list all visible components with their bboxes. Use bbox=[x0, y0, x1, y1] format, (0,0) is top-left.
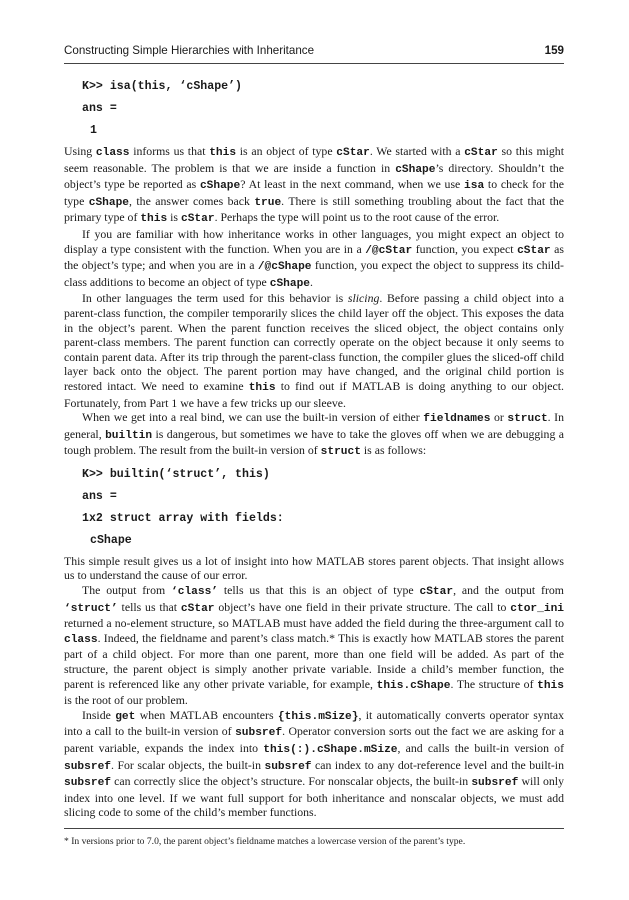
code-line: K>> builtin(‘struct’, this) bbox=[82, 467, 270, 481]
page-number: 159 bbox=[544, 44, 564, 57]
code-line: ans = bbox=[82, 102, 117, 115]
paragraph: This simple result gives us a lot of insight into how MATLAB stores parent objects. That insight allows us to understand the cause of our error. bbox=[64, 553, 564, 583]
paragraph: The output from ‘class’ tells us that this is an object of type cStar, and the output from ‘struct’ tells us that cStar object’s have one field in their private structure. The call to ctor_ini returned a no-element structure, so MATLAB must have added the field during the three-argument call to class. Indeed, the fieldname and parent’s class match.* This is exactly how MATLAB stores the parent part of a child object. For more than one parent, more than one field will be added. As part of the structure, the parent object is simply another private variable. Inside a child’s member function, the parent is referenced like any other private variable, for example, this.cShape. The structure of this is the root of our problem. bbox=[64, 583, 564, 708]
code-line: K>> isa(this, ‘cShape’) bbox=[82, 80, 243, 93]
paragraph: If you are familiar with how inheritance works in other languages, you might expect an object to display a type consistent with the function. When you are in a /@cStar function, you expect cStar as the object’s type; and when you are in a /@cShape function, you expect the object to suppress its child-class additions to become an object of type cShape. bbox=[64, 226, 564, 290]
code-listing-isa bbox=[64, 80, 564, 138]
running-title: Constructing Simple Hierarchies with Inheritance bbox=[64, 44, 315, 57]
footnote-text: In versions prior to 7.0, the parent object’s fieldname matches a lowercase version of the parent’s type. bbox=[71, 836, 466, 847]
header-rule bbox=[64, 63, 564, 64]
code-line: ans = bbox=[82, 489, 117, 503]
paragraph: When we get into a real bind, we can use the built-in version of either fieldnames or struct. In general, builtin is dangerous, but sometimes we have to take the gloves off when we are debugging a tough problem. The result from the built-in version of struct is as follows: bbox=[64, 410, 565, 459]
footnote bbox=[64, 836, 564, 847]
footnote-rule bbox=[64, 828, 564, 829]
footnote-marker: * bbox=[64, 836, 69, 847]
code-line: cShape bbox=[90, 533, 132, 547]
code-listing-builtin bbox=[64, 468, 564, 548]
code-line: 1x2 struct array with fields: bbox=[82, 511, 284, 525]
running-header bbox=[64, 44, 564, 57]
paragraph: In other languages the term used for this behavior is slicing. Before passing a child object into a parent-class function, the compiler temporarily slices the child layer off the object. This exposes the data in the object’s parent. When the parent function receives the sliced object, the object contains only parent-class members. The parent function can correctly operate on the object because it only seems to contain parent data. After its trip through the parent-class function, the compiler glues the sliced-off child layer back onto the object. The parent portion may have changed, and the original child portion is restored intact. We need to examine this to find out if MATLAB is doing anything to our object. Fortunately, from Part 1 we have a few tricks up our sleeve. bbox=[64, 291, 564, 410]
paragraph: Using class informs us that this is an object of type cStar. We started with a cStar so this might seem reasonable. The problem is that we are inside a function in cShape’s directory. Shouldn’t the object’s type be reported as cShape? At least in the next command, when we use isa to check for the type cShape, the answer comes back true. There is still something troubling about the fact that the primary type of this is cStar. Perhaps the type will point us to the root cause of the error. bbox=[64, 144, 564, 226]
paragraph: Inside get when MATLAB encounters {this.mSize}, it automatically converts operator syntax into a call to the built-in version of subsref. Operator conversion sorts out the fact we are asking for a parent variable, expands the index into this(:).cShape.mSize, and calls the built-in version of subsref. For scalar objects, the built-in subsref can index to any dot-reference level and the built-in subsref can correctly slice the object’s structure. For nonscalar objects, the built-in subsref will only index into one level. If we want full support for both inheritance and nonscalar objects, we must add slicing code to some of the child’s member functions. bbox=[64, 707, 565, 820]
body-text bbox=[64, 80, 564, 820]
code-line: 1 bbox=[90, 124, 97, 137]
